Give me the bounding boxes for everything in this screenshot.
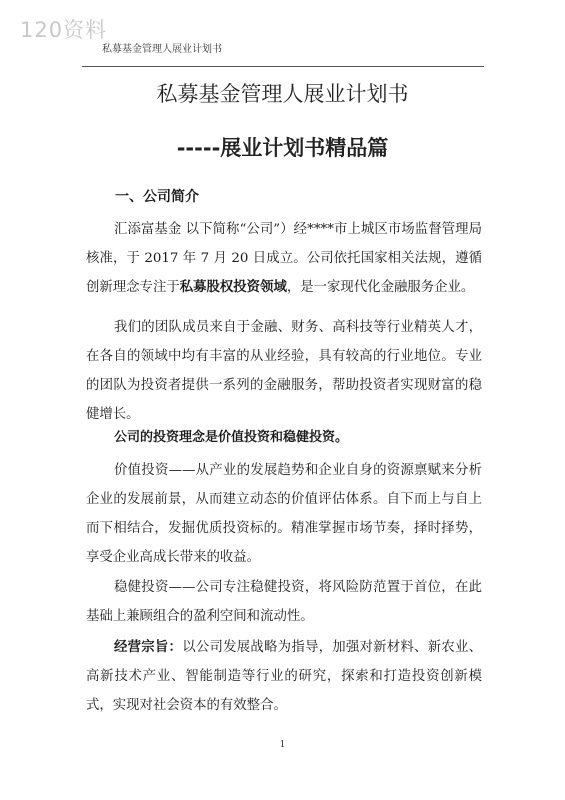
paragraph-text: ，是一家现代化金融服务企业。 — [286, 280, 475, 295]
section-heading-company-intro: 一、公司简介 — [115, 189, 199, 205]
page-number: 1 — [279, 740, 286, 750]
paragraph-business-purpose — [86, 633, 482, 720]
running-header: 私募基金管理人展业计划书 — [102, 44, 222, 55]
paragraph-value-investing: 价值投资——从产业的发展趋势和企业自身的资源禀赋来分析企业的发展前景，从而建立动态的价值评估体系。自下而上与自上而下相结合，发掘优质投资标的。精准掌握市场节奏，择时择势，享受企业高成长带来的收益。 — [86, 463, 482, 565]
header-rule — [82, 66, 484, 67]
paragraph-company-overview — [86, 215, 482, 302]
document-title: 私募基金管理人展业计划书 — [156, 82, 409, 106]
document-subtitle: -----展业计划书精品篇 — [176, 136, 389, 160]
paragraph-text: 汇添富基金 以下简称“公司”）经****市上城区市场监督管理局核准，于 2017 年 7 月 20 日成立。公司依托国家相关法规，遵循创新理念专注于 — [86, 222, 482, 295]
paragraph-team: 我们的团队成员来自于金融、财务、高科技等行业精英人才，在各自的领域中均有丰富的从业经验，具有较高的行业地位。专业的团队为投资者提供一系列的金融服务，帮助投资者实现财富的稳健增长。 — [86, 320, 482, 422]
bold-phrase: 私募股权投资领域 — [179, 280, 287, 295]
watermark-logo: 120资料 — [20, 18, 108, 42]
paragraph-investment-philosophy: 公司的投资理念是价值投资和稳健投资。 — [114, 430, 349, 445]
paragraph-steady-investing: 稳健投资——公司专注稳健投资，将风险防范置于首位，在此基础上兼顾组合的盈利空间和流动性。 — [86, 580, 482, 624]
bold-label: 经营宗旨： — [114, 640, 183, 655]
paragraph-text: 以公司发展战略为指导，加强对新材料、新农业、高新技术产业、智能制造等行业的研究，探索和打造投资创新模式，实现对社会资本的有效整合。 — [86, 640, 483, 713]
